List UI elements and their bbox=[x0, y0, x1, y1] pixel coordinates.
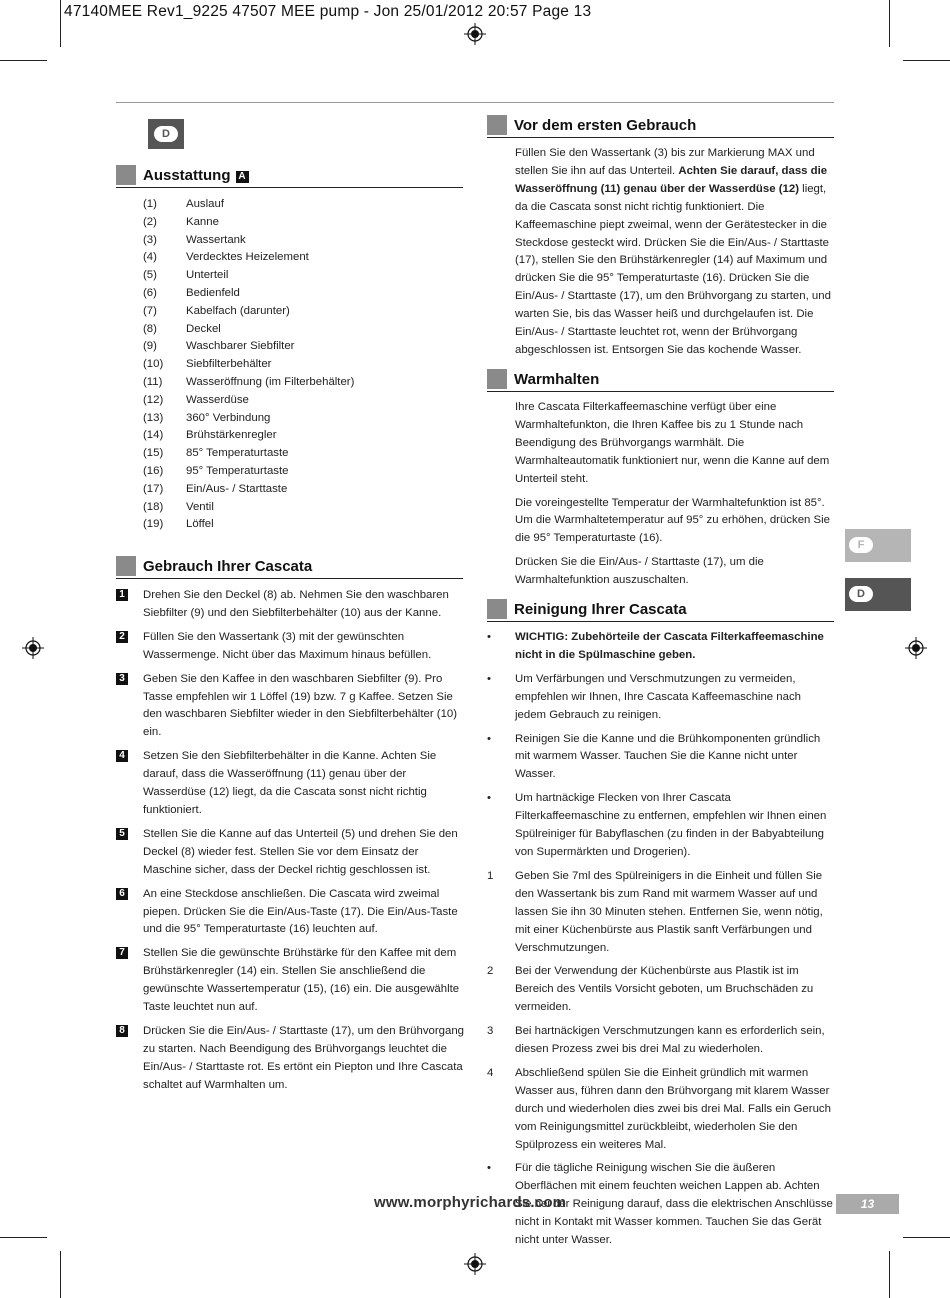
section-heading-ausstattung bbox=[116, 165, 463, 188]
usage-step bbox=[116, 886, 464, 940]
part-name: Wasserdüse bbox=[186, 393, 249, 406]
part-row bbox=[143, 249, 463, 267]
step-number-box: 6 bbox=[116, 888, 128, 900]
usage-step bbox=[116, 826, 464, 880]
usage-step bbox=[116, 1023, 464, 1095]
part-row bbox=[143, 499, 463, 517]
language-badge-label: D bbox=[154, 126, 178, 142]
part-name: Siebfilterbehälter bbox=[186, 358, 272, 371]
cleaning-item bbox=[487, 868, 835, 958]
first-use-text-bold: Achten Sie darauf, dass die Wasseröffnung (11) genau über der Wasserdüse (12) bbox=[515, 164, 828, 195]
part-row bbox=[143, 303, 463, 321]
usage-step bbox=[116, 587, 464, 623]
part-row bbox=[143, 338, 463, 356]
heading-marker bbox=[487, 599, 507, 619]
step-number-box: 3 bbox=[116, 673, 128, 685]
section-heading-vor-gebrauch bbox=[487, 115, 834, 138]
keep-warm-text bbox=[515, 399, 835, 596]
part-name: 360° Verbindung bbox=[186, 411, 271, 424]
cleaning-item-text: Bei hartnäckigen Verschmutzungen kann es erforderlich sein, diesen Prozess zwei bis drei Mal zu wiederholen. bbox=[515, 1025, 825, 1056]
heading-title: Warmhalten bbox=[514, 371, 600, 388]
keep-warm-p2: Die voreingestellte Temperatur der Warmhaltefunktion ist 85°. Um die Warmhaltetemperatur auf 95° zu erhöhen, drücken Sie die 95° Temperaturtaste (16). bbox=[515, 496, 830, 545]
heading-marker bbox=[116, 165, 136, 185]
part-row bbox=[143, 392, 463, 410]
keep-warm-p3: Drücken Sie die Ein/Aus- / Starttaste (17), um die Warmhaltefunktion auszuschalten. bbox=[515, 556, 764, 587]
crop-mark bbox=[889, 1251, 890, 1298]
registration-mark-icon bbox=[464, 1253, 486, 1275]
part-row bbox=[143, 356, 463, 374]
part-number: (15) bbox=[143, 447, 164, 460]
heading-title: Gebrauch Ihrer Cascata bbox=[143, 558, 313, 575]
crop-mark bbox=[60, 1251, 61, 1298]
part-number: (8) bbox=[143, 322, 157, 335]
part-number: (17) bbox=[143, 482, 164, 495]
step-text: Drücken Sie die Ein/Aus- / Starttaste (17), um den Brühvorgang zu starten. Nach Beendigung des Brühvorgangs leuchtet die Ein/Aus- / Starttaste rot. Es ertönt ein Piepton und Ihre Cascata schaltet auf Warmhalten um. bbox=[143, 1024, 464, 1091]
part-name: Brühstärkenregler bbox=[186, 429, 277, 442]
first-use-text bbox=[515, 145, 835, 366]
page-number: 13 bbox=[836, 1194, 899, 1214]
figure-ref-badge: A bbox=[236, 171, 249, 183]
part-name: Auslauf bbox=[186, 198, 224, 210]
cleaning-item-marker: 2 bbox=[487, 965, 494, 978]
part-number: (3) bbox=[143, 233, 157, 246]
part-row bbox=[143, 321, 463, 339]
step-text: Füllen Sie den Wassertank (3) mit der gewünschten Wassermenge. Nicht über das Maximum hinaus befüllen. bbox=[143, 630, 432, 661]
part-name: Ventil bbox=[186, 500, 214, 513]
registration-mark-icon bbox=[905, 637, 927, 659]
part-number: (18) bbox=[143, 500, 164, 513]
step-text: Geben Sie den Kaffee in den waschbaren Siebfilter (9). Pro Tasse empfehlen wir 1 Löffel (19) bzw. 7 g Kaffee. Setzen Sie den waschbaren Siebfilter wieder in den Siebfilterbehälter (10) ein. bbox=[143, 672, 458, 739]
part-name: 95° Temperaturtaste bbox=[186, 464, 289, 477]
part-number: (11) bbox=[143, 375, 163, 388]
part-row bbox=[143, 481, 463, 499]
step-number-box: 8 bbox=[116, 1025, 128, 1037]
part-number: (5) bbox=[143, 269, 157, 282]
cleaning-item bbox=[487, 1023, 835, 1059]
cleaning-item-text: Abschließend spülen Sie die Einheit gründlich mit warmen Wasser aus, führen dann den Brühvorgang mit klarem Wasser durch und wiederholen dies zwei bis drei Mal. Falls ein Geruch vom Reinigungsmittel zurückbleibt, wiederholen Sie den Spülprozess ein weiteres Mal. bbox=[515, 1066, 831, 1151]
part-name: Deckel bbox=[186, 322, 221, 335]
part-number: (4) bbox=[143, 251, 157, 264]
cleaning-item bbox=[487, 1065, 835, 1155]
section-heading-gebrauch bbox=[116, 556, 463, 579]
crop-mark bbox=[0, 60, 47, 61]
cleaning-item bbox=[487, 629, 835, 665]
cleaning-item-marker: 1 bbox=[487, 869, 494, 882]
part-name: Wassertank bbox=[186, 233, 246, 246]
crop-mark bbox=[903, 60, 950, 61]
section-heading-warmhalten bbox=[487, 369, 834, 392]
part-row bbox=[143, 516, 463, 534]
section-heading-reinigung bbox=[487, 599, 834, 622]
first-use-text-b: liegt, da die Cascata sonst nicht richtig funktioniert. Die Kaffeemaschine piept zweimal, wenn der Gerätestecker in die Steckdose gesteckt wird. Drücken Sie die Ein/Aus- / Starttaste (17), stellen Sie den Brühstärkenregler (14) auf Maximum und drücken Sie die 95° Temperaturtaste (16). Drücken Sie die Ein/Aus- / Starttaste (17), um den Brühvorgang zu starten, und warten Sie, bis das Wasser heiß und durchgelaufen ist. Die Ein/Aus- / Starttaste leuchtet rot, wenn der Brühvorgang abgeschlossen ist. Entsorgen Sie das kochende Wasser. bbox=[515, 182, 831, 356]
part-row bbox=[143, 427, 463, 445]
part-name: Kanne bbox=[186, 215, 219, 228]
part-number: (1) bbox=[143, 198, 157, 210]
heading-text bbox=[143, 167, 249, 184]
top-rule bbox=[116, 102, 834, 103]
part-row bbox=[143, 410, 463, 428]
language-tab-label: F bbox=[849, 537, 873, 553]
cleaning-item-text: Geben Sie 7ml des Spülreinigers in die Einheit und füllen Sie den Wassertank bis zum Rand mit warmem Wasser auf und lassen Sie ihn 30 Minuten stehen. Entfernen Sie, wenn nötig, mit einer Küchenbürste aus Plastik sanft Verfärbungen und Verschmutzungen. bbox=[515, 869, 823, 954]
parts-list bbox=[143, 196, 463, 534]
cleaning-item-text: Reinigen Sie die Kanne und die Brühkomponenten gründlich mit warmem Wasser. Tauchen Sie die Kanne nicht unter Wasser. bbox=[515, 732, 821, 781]
step-text: Drehen Sie den Deckel (8) ab. Nehmen Sie den waschbaren Siebfilter (9) und den Siebfilterbehälter (10) aus der Kanne. bbox=[143, 589, 449, 619]
part-name: Ein/Aus- / Starttaste bbox=[186, 482, 288, 495]
crop-mark bbox=[0, 1237, 47, 1238]
part-number: (19) bbox=[143, 518, 164, 531]
cleaning-item-text: WICHTIG: Zubehörteile der Cascata Filterkaffeemaschine nicht in die Spülmaschine geben. bbox=[515, 631, 824, 661]
cleaning-item-marker: 4 bbox=[487, 1066, 494, 1079]
part-number: (13) bbox=[143, 411, 164, 424]
cleaning-item-marker: 3 bbox=[487, 1025, 494, 1038]
crop-mark bbox=[903, 1237, 950, 1238]
step-text: An eine Steckdose anschließen. Die Cascata wird zweimal piepen. Drücken Sie die Ein/Aus-Taste (17). Die Ein/Aus-Taste und die 95° Temperaturtaste (16) leuchten auf. bbox=[143, 887, 458, 936]
heading-marker bbox=[487, 369, 507, 389]
cleaning-item-marker: • bbox=[487, 792, 491, 805]
part-row bbox=[143, 285, 463, 303]
cleaning-item-text: Um Verfärbungen und Verschmutzungen zu vermeiden, empfehlen wir Ihnen, Ihre Cascata Kaffeemaschine nach jedem Gebrauch zu reinigen. bbox=[515, 672, 801, 721]
part-row bbox=[143, 374, 463, 392]
cleaning-item-marker: • bbox=[487, 631, 491, 643]
part-number: (2) bbox=[143, 215, 157, 228]
cleaning-item-marker: • bbox=[487, 672, 491, 685]
cleaning-item bbox=[487, 731, 835, 785]
language-tab-d[interactable] bbox=[845, 578, 911, 611]
cleaning-item bbox=[487, 790, 835, 862]
crop-mark bbox=[889, 0, 890, 47]
first-use-text-a: Füllen Sie den Wassertank (3) bis zur Markierung MAX und stellen Sie ihn auf das Unterteil. bbox=[515, 147, 815, 177]
cleaning-list bbox=[487, 629, 835, 1256]
part-name: Verdecktes Heizelement bbox=[186, 251, 309, 264]
keep-warm-p1: Ihre Cascata Filterkaffeemaschine verfügt über eine Warmhaltefunkton, die Ihren Kaffee bis zu 1 Stunde nach Beendigung des Brühvorgangs warmhält. Die Warmhalteautomatik funktioniert nur, wenn die Kanne auf dem Unterteil steht. bbox=[515, 401, 830, 485]
part-number: (10) bbox=[143, 358, 164, 371]
cleaning-item-marker: • bbox=[487, 1162, 491, 1175]
part-name: Waschbarer Siebfilter bbox=[186, 340, 295, 353]
part-number: (7) bbox=[143, 304, 157, 317]
print-slug: 47140MEE Rev1_9225 47507 MEE pump - Jon 25/01/2012 20:57 Page 13 bbox=[64, 3, 592, 20]
usage-step bbox=[116, 945, 464, 1017]
registration-mark-icon bbox=[22, 637, 44, 659]
usage-step bbox=[116, 671, 464, 743]
part-row bbox=[143, 463, 463, 481]
heading-title: Reinigung Ihrer Cascata bbox=[514, 601, 687, 618]
step-number-box: 4 bbox=[116, 750, 128, 762]
language-tab-label: D bbox=[849, 586, 873, 602]
part-number: (6) bbox=[143, 286, 157, 299]
part-row bbox=[143, 214, 463, 232]
heading-marker bbox=[487, 115, 507, 135]
usage-steps bbox=[116, 587, 464, 1101]
heading-title: Vor dem ersten Gebrauch bbox=[514, 117, 697, 134]
part-number: (16) bbox=[143, 464, 164, 477]
heading-title: Ausstattung bbox=[143, 167, 231, 184]
step-text: Stellen Sie die gewünschte Brühstärke für den Kaffee mit dem Brühstärkenregler (14) ein. Stellen Sie anschließend die gewünschte Wassertemperatur (15), (16) ein. Die ausgewählte Taste leuchtet nun auf. bbox=[143, 947, 460, 1014]
language-badge bbox=[148, 119, 184, 149]
part-number: (12) bbox=[143, 393, 164, 406]
step-text: Setzen Sie den Siebfilterbehälter in die Kanne. Achten Sie darauf, dass die Wasseröffnung (11) genau über der Wasserdüse (12) liegt, da die Cascata sonst nicht richtig funktioniert. bbox=[143, 750, 437, 816]
usage-step bbox=[116, 748, 464, 820]
footer-url[interactable]: www.morphyrichards.com bbox=[374, 1194, 567, 1211]
part-name: Löffel bbox=[186, 518, 214, 531]
language-tab-f[interactable] bbox=[845, 529, 911, 562]
cleaning-item bbox=[487, 671, 835, 725]
part-row bbox=[143, 196, 463, 214]
part-row bbox=[143, 267, 463, 285]
part-row bbox=[143, 445, 463, 463]
part-name: 85° Temperaturtaste bbox=[186, 447, 289, 460]
part-row bbox=[143, 232, 463, 250]
part-name: Bedienfeld bbox=[186, 286, 240, 299]
cleaning-item-text: Für die tägliche Reinigung wischen Sie die äußeren Oberflächen mit einem feuchten weichen Lappen ab. Achten Sie bei der Reinigung darauf, dass die elektrischen Anschlüsse nicht in Kontakt mit Wasser kommen. Tauchen Sie das Gerät nicht unter Wasser. bbox=[515, 1162, 833, 1247]
part-number: (14) bbox=[143, 429, 164, 442]
step-number-box: 7 bbox=[116, 947, 128, 959]
cleaning-item-text: Bei der Verwendung der Küchenbürste aus Plastik ist im Bereich des Ventils Vorsicht geboten, um Bruchschäden zu vermeiden. bbox=[515, 965, 814, 1014]
heading-marker bbox=[116, 556, 136, 576]
usage-step bbox=[116, 629, 464, 665]
crop-mark bbox=[60, 0, 61, 47]
part-name: Wasseröffnung (im Filterbehälter) bbox=[186, 375, 355, 388]
step-number-box: 1 bbox=[116, 589, 128, 601]
step-number-box: 5 bbox=[116, 828, 128, 840]
part-number: (9) bbox=[143, 340, 157, 353]
registration-mark-icon bbox=[464, 23, 486, 45]
part-name: Kabelfach (darunter) bbox=[186, 304, 290, 317]
cleaning-item bbox=[487, 963, 835, 1017]
step-number-box: 2 bbox=[116, 631, 128, 643]
part-name: Unterteil bbox=[186, 269, 229, 282]
step-text: Stellen Sie die Kanne auf das Unterteil (5) und drehen Sie den Deckel (8) wieder fest. Stellen Sie vor dem Einsatz der Maschine sicher, dass der Deckel richtig geschlossen ist. bbox=[143, 827, 458, 876]
cleaning-item-marker: • bbox=[487, 732, 491, 745]
cleaning-item-text: Um hartnäckige Flecken von Ihrer Cascata Filterkaffeemaschine zu entfernen, empfehlen wir Ihnen einen Spülreiniger für Babyflaschen (zu finden in der Babyabteilung von Supermärkten und Drogerien). bbox=[515, 792, 827, 858]
